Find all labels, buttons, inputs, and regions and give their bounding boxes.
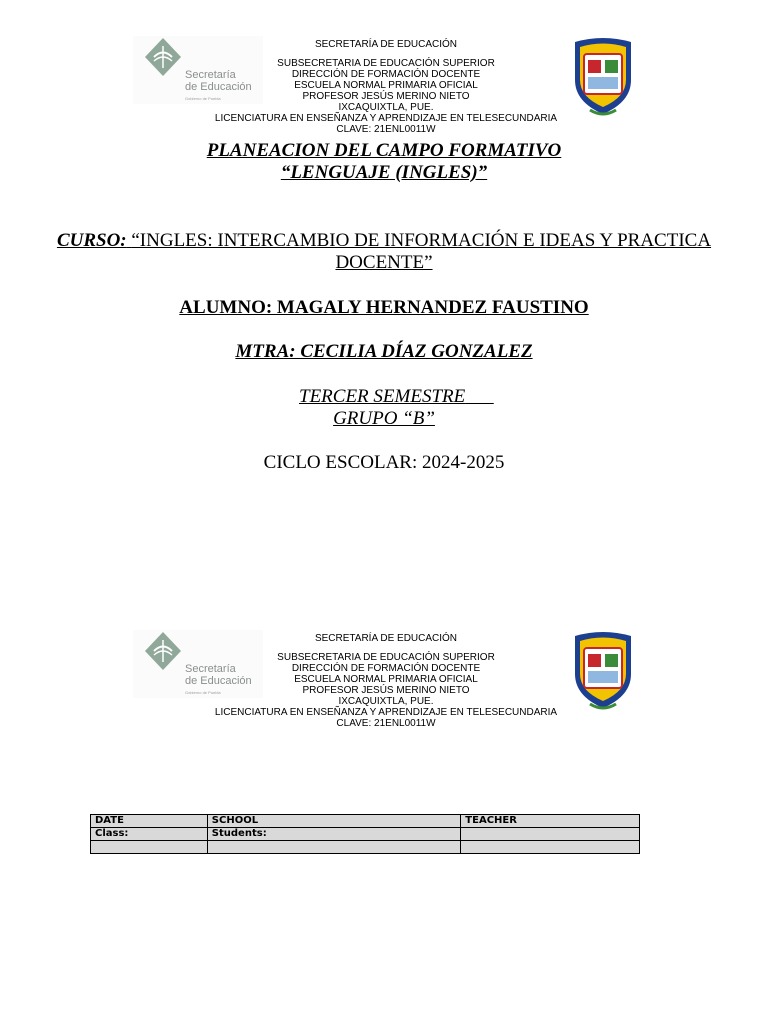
header-line: SUBSECRETARIA DE EDUCACIÓN SUPERIOR	[277, 58, 495, 69]
semester-text: TERCER SEMESTRE	[299, 386, 466, 407]
institution-header	[176, 39, 596, 135]
course-line2: DOCENTE”	[335, 252, 433, 273]
header-line: LICENCIATURA EN ENSEÑANZA Y APRENDIZAJE EN TELESECUNDARIA	[214, 113, 558, 124]
header-secretaria: SECRETARÍA DE EDUCACIÓN	[314, 633, 458, 644]
document-title-line1: PLANEACION DEL CAMPO FORMATIVO	[206, 140, 562, 161]
sep-logo-line3: Gobierno de Puebla	[185, 96, 221, 101]
header-line: DIRECCIÓN DE FORMACIÓN DOCENTE	[291, 69, 481, 80]
header-line: SUBSECRETARIA DE EDUCACIÓN SUPERIOR	[277, 652, 495, 663]
table-cell	[207, 841, 461, 854]
school-shield-icon	[570, 36, 636, 116]
table-row	[91, 815, 640, 828]
course-value: “INGLES: INTERCAMBIO DE INFORMACIÓN E IDEAS Y PRACTICA	[131, 230, 712, 251]
student-name: ALUMNO: MAGALY HERNANDEZ FAUSTINO	[179, 297, 589, 318]
table-cell: SCHOOL	[207, 815, 461, 828]
course-line1	[0, 230, 768, 252]
class-info-table	[90, 814, 640, 854]
course-label: CURSO:	[56, 230, 127, 251]
table-cell: Class:	[91, 828, 208, 841]
table-cell: DATE	[91, 815, 208, 828]
teacher-name: MTRA: CECILIA DÍAZ GONZALEZ	[235, 341, 533, 362]
table-cell: TEACHER	[461, 815, 640, 828]
semester-label	[299, 386, 494, 408]
table-cell	[461, 841, 640, 854]
document-title-line2: “LENGUAJE (INGLES)”	[280, 162, 488, 183]
group-label: GRUPO “B”	[333, 408, 435, 429]
table-cell	[91, 841, 208, 854]
institution-header	[176, 633, 596, 729]
header-line: DIRECCIÓN DE FORMACIÓN DOCENTE	[291, 663, 481, 674]
sep-logo-line1: Secretaría	[185, 69, 236, 81]
school-shield-icon	[570, 630, 636, 710]
header-line: PROFESOR JESÚS MERINO NIETO	[302, 685, 470, 696]
table-row	[91, 828, 640, 841]
table-row	[91, 841, 640, 854]
header-line: LICENCIATURA EN ENSEÑANZA Y APRENDIZAJE EN TELESECUNDARIA	[214, 707, 558, 718]
header-line: CLAVE: 21ENL0011W	[336, 718, 436, 729]
header-line: PROFESOR JESÚS MERINO NIETO	[302, 91, 470, 102]
header-secretaria: SECRETARÍA DE EDUCACIÓN	[314, 39, 458, 50]
sep-logo-line3: Gobierno de Puebla	[185, 690, 221, 695]
table-cell: Students:	[207, 828, 461, 841]
sep-logo-line1: Secretaría	[185, 663, 236, 675]
header-line: ESCUELA NORMAL PRIMARIA OFICIAL	[294, 674, 478, 685]
school-cycle: CICLO ESCOLAR: 2024-2025	[263, 452, 505, 473]
sep-logo-line2: de Educación	[185, 675, 252, 687]
table-cell	[461, 828, 640, 841]
header-line: ESCUELA NORMAL PRIMARIA OFICIAL	[294, 80, 478, 91]
sep-logo-line2: de Educación	[185, 81, 252, 93]
header-line: CLAVE: 21ENL0011W	[336, 124, 436, 135]
header-line: IXCAQUIXTLA, PUE.	[338, 102, 434, 113]
header-line: IXCAQUIXTLA, PUE.	[338, 696, 434, 707]
